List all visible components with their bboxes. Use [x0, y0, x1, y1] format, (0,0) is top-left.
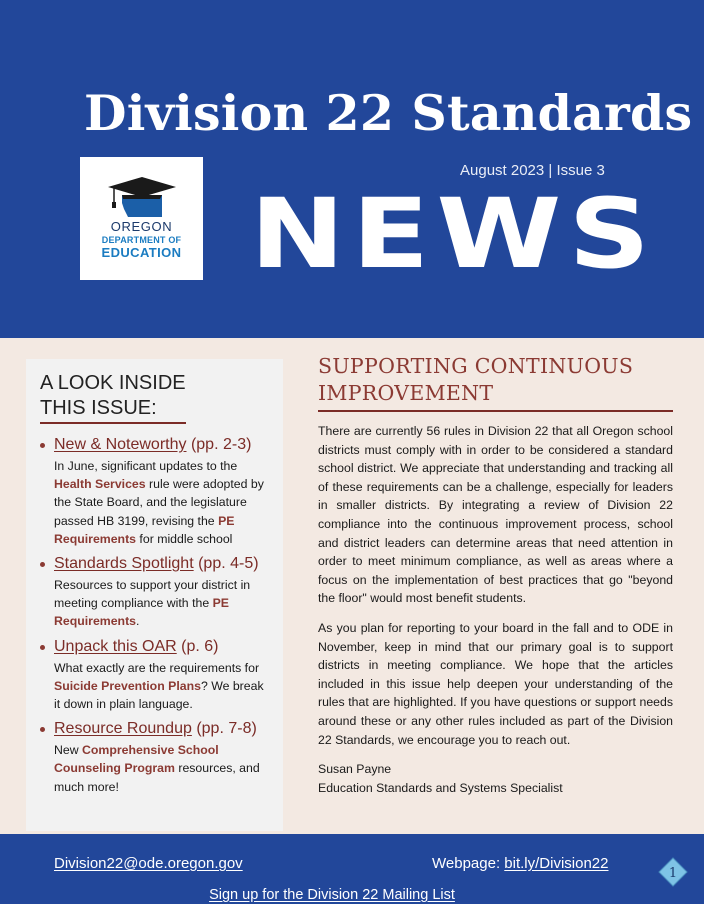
contents-sidebar	[26, 359, 283, 831]
contents-item-title	[54, 434, 269, 455]
unpack-oar-link[interactable]: Unpack this OAR	[54, 637, 177, 655]
mailing-list-signup-link[interactable]: Sign up for the Division 22 Mailing List	[209, 887, 455, 903]
description-text: Resources to support your district in meeting compliance with the	[54, 578, 251, 611]
signature-title: Education Standards and Systems Specialist	[318, 780, 563, 795]
description-text: rule were adopted by the State Board, and the legislature passed HB 3199, revising the	[54, 477, 264, 528]
contents-item-unpack-oar	[40, 636, 269, 714]
new-noteworthy-link[interactable]: New & Noteworthy	[54, 436, 187, 453]
contents-item-description	[54, 576, 269, 631]
contents-list	[40, 434, 269, 796]
article-heading-line-1: SUPPORTING CONTINUOUS	[318, 354, 634, 378]
issue-date: August 2023 | Issue 3	[460, 162, 605, 179]
newsletter-header	[0, 0, 704, 338]
standards-spotlight-link[interactable]: Standards Spotlight	[54, 555, 194, 573]
description-text: .	[136, 614, 140, 629]
news-wordmark: NEWS	[250, 178, 658, 290]
contents-item-pages: (pp. 4-5)	[193, 555, 259, 573]
signature-name: Susan Payne	[318, 762, 392, 777]
email-link[interactable]: Division22@ode.oregon.gov	[54, 855, 243, 872]
page-title: Division 22 Standards	[84, 84, 693, 142]
contents-item-pages: (pp. 7-8)	[191, 720, 257, 738]
description-text: New	[54, 743, 83, 758]
contents-item-description	[54, 741, 269, 796]
resource-roundup-link[interactable]: Resource Roundup	[54, 720, 192, 738]
description-text: for middle school	[136, 531, 233, 546]
contents-item-resource-roundup	[40, 718, 269, 796]
description-highlight: Suicide Prevention Plans	[54, 678, 201, 693]
webpage-label: Webpage:	[432, 855, 505, 872]
description-highlight: PE Requirements	[54, 596, 229, 629]
description-highlight: Health Services	[54, 477, 146, 492]
ode-logo	[80, 157, 203, 280]
webpage-line	[432, 855, 609, 872]
contents-item-pages: (p. 6)	[176, 637, 219, 655]
article-paragraph-1: There are currently 56 rules in Division 22 that all Oregon school districts must comply with in order to be considered a standard school district. We appreciate that understanding and tracking all of these requirements can be a challenge, especially for leaders in smaller districts. By integrating a review of Division 22 compliance into the continuous improvement process, school and district leaders can determine areas that need attention in order to meet minimum compliance, as well as areas where a focus on the implementation of best practices that go "beyond the floor" would most benefit students.	[318, 424, 673, 606]
logo-text-oregon: OREGON	[110, 219, 173, 234]
sidebar-heading-line-2: THIS ISSUE:	[40, 397, 157, 419]
description-highlight: Comprehensive School Counseling Program	[54, 743, 219, 776]
article-heading-line-2: IMPROVEMENT	[318, 381, 494, 405]
article-signature	[318, 760, 673, 797]
newsletter-footer	[0, 834, 704, 904]
page-number-badge	[658, 857, 688, 887]
description-text: What exactly are the requirements for	[54, 660, 260, 675]
contents-item-title	[54, 636, 269, 657]
contents-item-description	[54, 659, 269, 714]
description-text: In June, significant updates to the	[54, 459, 238, 473]
main-article	[318, 353, 673, 797]
description-highlight: PE Requirements	[54, 513, 235, 546]
page-number: 1	[668, 866, 678, 881]
logo-text-education: EDUCATION	[101, 245, 182, 260]
description-text: resources, and much more!	[54, 761, 260, 794]
contents-item-description	[54, 457, 269, 548]
article-paragraph-2: As you plan for reporting to your board in the fall and to ODE in November, keep in mind that our primary goal is to support districts in meeting compliance. We hope that the articles included in this issue help deepen your understanding of the rules that are highlighted. If you have questions or support needs around these or any other rules included as part of the Division 22 Standards, we encourage you to reach out.	[318, 620, 673, 747]
article-heading	[318, 353, 673, 412]
contents-item-new-noteworthy	[40, 434, 269, 548]
webpage-link[interactable]: bit.ly/Division22	[504, 855, 609, 872]
contents-item-title	[54, 718, 269, 739]
contents-item-standards-spotlight	[40, 553, 269, 631]
graduation-cap-oregon-icon	[106, 175, 178, 219]
description-text: ? We break it down in plain language.	[54, 678, 264, 712]
sidebar-heading	[40, 371, 186, 424]
contents-item-pages: (pp. 2-3)	[186, 436, 252, 453]
contents-item-title	[54, 553, 269, 574]
logo-text-department: DEPARTMENT OF	[101, 235, 182, 245]
sidebar-heading-line-1: A LOOK INSIDE	[40, 372, 186, 394]
